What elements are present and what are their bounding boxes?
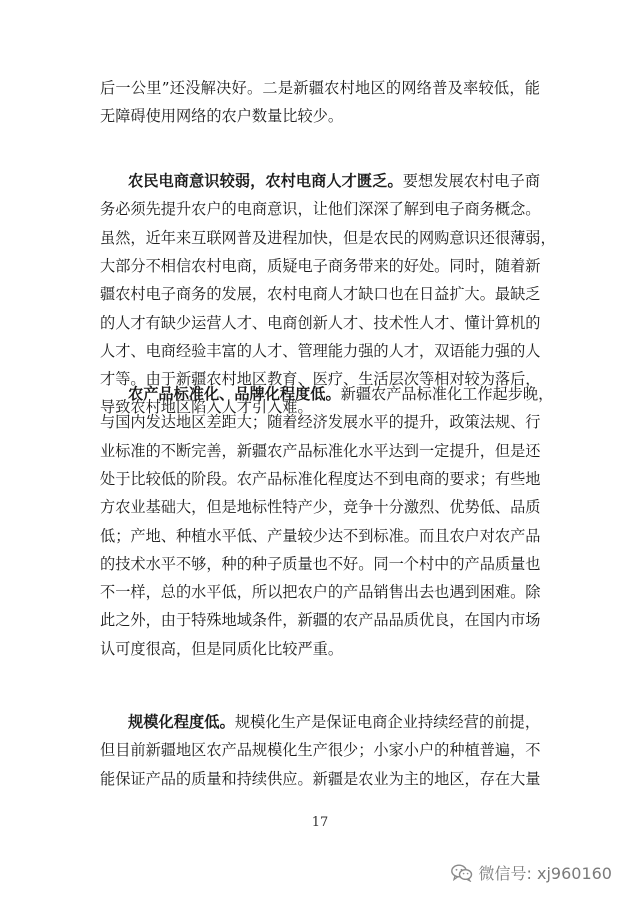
line-text: 低；产地、种植水平低、产量较少达不到标准。而且农户对农产品 [100,526,541,545]
line-text: 规模化生产是保证电商企业持续经营的前提， [234,713,541,731]
text-line [100,497,540,517]
line-text: 认可度很高，但是同质化比较严重。 [100,639,343,658]
line-text: 疆农村电子商务的发展，农村电商人才缺口也在日益扩大。最缺乏 [100,285,541,304]
text-line [100,199,540,219]
line-text: 后一公里”还没解决好。二是新疆农村地区的网络普及率较低，能 [100,79,540,97]
text-line [100,639,540,659]
paragraph-heading: 农民电商意识较弱，农村电商人才匮乏。 [128,172,403,190]
line-text: 新疆农产品标准化工作起步晚， [340,385,554,403]
line-text: 的技术水平不够，种的种子质量也不好。同一个村中的产品质量也 [100,554,541,573]
page-number: 17 [311,815,329,830]
line-text: 导致农村地区陷入人才引入难。 [100,398,313,417]
line-text: 大部分不相信农村电商，质疑电子商务带来的好处。同时，随着新 [100,256,541,275]
text-line [100,582,540,602]
line-text: 无障碍使用网络的农户数量比较少。 [100,107,343,126]
line-text: 的人才有缺少运营人才、电商创新人才、技术性人才、懂计算机的 [100,313,541,332]
text-line [100,78,540,98]
text-line [100,526,540,546]
text-line [100,610,540,630]
line-text: 能保证产品的质量和持续供应。新疆是农业为主的地区，存在大量 [100,769,541,788]
line-text: 才等。由于新疆农村地区教育、医疗、生活层次等相对较为落后， [100,370,541,389]
line-text: 不一样，总的水平低，所以把农户的产品销售出去也遇到困难。除 [100,583,541,602]
watermark-text: 微信号: xj960160 [478,864,612,883]
line-text: 业标准的不断完善，新疆农产品标准化水平达到一定提升，但是还 [100,441,541,460]
line-text: 方农业基础大，但是地标性特产少，竞争十分激烈、优势低、品质 [100,498,541,517]
text-line [128,712,540,732]
text-line [100,341,540,361]
text-line [100,106,540,126]
text-line [100,441,540,461]
text-line [100,469,540,489]
wechat-icon [451,864,473,882]
line-text: 虽然，近年来互联网普及进程加快，但是农民的网购意识还很薄弱， [100,228,556,247]
text-line [100,769,540,789]
text-line [100,284,540,304]
text-line [100,313,540,333]
text-line [100,554,540,574]
text-line [100,740,540,760]
text-line [128,384,554,404]
line-text: 但目前新疆地区农产品规模化生产很少；小家小户的种植普遍，不 [100,741,541,760]
wechat-watermark [451,861,612,884]
text-line [100,256,540,276]
paragraph-heading: 规模化程度低。 [128,713,235,731]
line-text: 务必须先提升农户的电商意识，让他们深深了解到电子商务概念。 [100,200,541,219]
line-text: 与国内发达地区差距大；随着经济发展水平的提升，政策法规、行 [100,413,541,432]
line-text: 人才、电商经验丰富的人才、管理能力强的人才，双语能力强的人 [100,341,541,360]
text-line [128,171,540,191]
line-text: 要想发展农村电子商 [402,172,541,190]
text-line [100,228,556,248]
line-text: 此之外，由于特殊地域条件，新疆的农产品品质优良，在国内市场 [100,611,541,630]
line-text: 处于比较低的阶段。农产品标准化程度达不到电商的要求；有些地 [100,469,541,488]
paragraph-heading: 农产品标准化、品牌化程度低。 [128,385,341,403]
text-line [100,412,540,432]
